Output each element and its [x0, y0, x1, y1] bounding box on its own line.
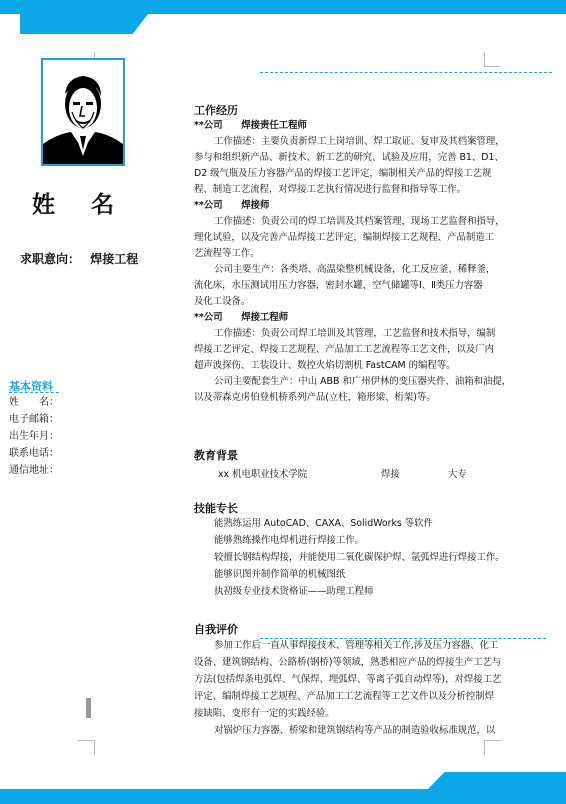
candidate-name: 姓 名 [31, 192, 128, 218]
education-degree: 大专 [447, 469, 467, 480]
work-line: 参与和组织新产品、新技术、新工艺的研究、试验及应用，完善 B1、D1、 [194, 152, 504, 163]
work-company-3: **公司 焊接工程师 [194, 312, 289, 323]
self-eval-title: 自我评价 [194, 623, 238, 636]
skill-item: 能熟练运用 AutoCAD、CAXA、SolidWorks 等软件 [214, 518, 433, 529]
work-line: 流化床，水压测试用压力容器，密封水罐，空气储罐等Ⅰ、Ⅱ类压力容器 [194, 280, 483, 291]
skill-item: 能够识图并制作简单的机械图纸 [214, 569, 346, 580]
basic-info-title: 基本资料 [9, 380, 53, 393]
work-line: 公司主要生产：各类塔、高温染整机械设备，化工反应釜、稀释釜， [214, 264, 496, 275]
education-title: 教育背景 [194, 449, 238, 462]
self-eval-line: 设备、建筑钢结构、公路桥(钢桥)等领域，熟悉相应产品的焊接生产工艺与 [194, 657, 502, 668]
work-line: D2 级气瓶及压力容器产品的焊接工艺评定，编制相关产品的焊接工艺规 [194, 168, 492, 179]
avatar-portrait-icon [43, 60, 123, 164]
education-school: xx 机电职业技术学院 [218, 469, 308, 480]
header-dashed-line [260, 72, 552, 73]
work-line: 艺流程等工作。 [194, 248, 260, 259]
crop-mark-top-right [484, 52, 501, 67]
work-line: 及化工设备。 [194, 296, 251, 307]
footer-band [0, 789, 566, 804]
skill-item: 执初级专业技术资格证——助理工程师 [214, 586, 374, 597]
skills-title: 技能专长 [194, 502, 238, 515]
work-company-2: **公司 焊接师 [194, 200, 270, 211]
basic-item-name: 姓 名： [9, 397, 59, 408]
header-tab [20, 14, 148, 34]
basic-item-phone: 联系电话： [9, 448, 59, 459]
self-eval-line: 参加工作后一直从事焊接技术、管理等相关工作,涉及压力容器、化工 [214, 640, 499, 651]
self-eval-line: 接缺陷、变形有一定的实践经验。 [194, 708, 335, 719]
profile-photo [41, 58, 125, 166]
work-title: 工作经历 [194, 104, 238, 117]
work-line: 工作描述：负责公司的焊工培训及其档案管理，现场工艺监督和指导， [214, 216, 505, 227]
skill-item: 能够熟练操作电焊机进行焊接工作。 [214, 535, 365, 546]
work-line: 超声波探伤、工装设计、数控火焰切割机 FastCAM 的编程等。 [194, 360, 456, 371]
basic-item-birth: 出生年月： [9, 431, 59, 442]
basic-item-email: 电子邮箱： [9, 414, 59, 425]
work-company-1: **公司 焊接责任工程师 [194, 120, 307, 131]
work-line: 公司主要配套生产：中山 ABB 和广州伊林的变压器夹件、油箱和油提， [214, 376, 512, 387]
education-major: 焊接 [380, 469, 400, 480]
job-intent-value: 焊接工程 [90, 252, 139, 266]
crop-mark-bottom-right [484, 740, 501, 755]
basic-info-rule [9, 392, 59, 393]
skill-item: 较擅长钢结构焊接，并能使用二氧化碳保护焊、氩弧焊进行焊接工作。 [214, 552, 505, 563]
self-eval-line: 对锅炉压力容器、桥梁和建筑钢结构等产品的制造验收标准规范，以 [214, 725, 496, 736]
work-line: 工作描述：负责公司焊工培训及其管理，工艺监督和技术指导，编制 [214, 328, 496, 339]
self-eval-line: 评定、编制焊接工艺规程、产品加工工艺流程等工艺文件以及分析控制焊 [194, 691, 495, 702]
work-line: 理化试验，以及完善产品焊接工艺评定，编制焊接工艺规程、产品制造工 [194, 232, 495, 243]
work-line: 程、制造工艺流程，对焊接工艺执行情况进行监督和指导等工作。 [194, 184, 466, 195]
crop-mark-bottom-left [78, 740, 95, 755]
job-intent-label: 求职意向： [20, 252, 81, 266]
work-line: 焊接工艺评定、焊接工艺规程、产品加工工艺流程等工艺文件，以及厂内 [194, 344, 495, 355]
left-margin-marker [86, 698, 91, 718]
footer-tab [428, 772, 566, 789]
education-row [218, 466, 467, 480]
self-eval-line: 方法(包括焊条电弧焊、气保焊、埋弧焊、等离子弧自动焊等)，对焊接工艺 [194, 674, 502, 685]
header-band [0, 0, 566, 14]
basic-item-address: 通信地址： [9, 465, 59, 476]
work-line: 以及蒂森克虏伯登机桥系列产品(立柱，箱形梁、桁架)等。 [194, 392, 436, 403]
work-line: 工作描述：主要负责新焊工上岗培训、焊工取证、复审及其档案管理， [214, 136, 505, 147]
job-intent [20, 250, 138, 267]
